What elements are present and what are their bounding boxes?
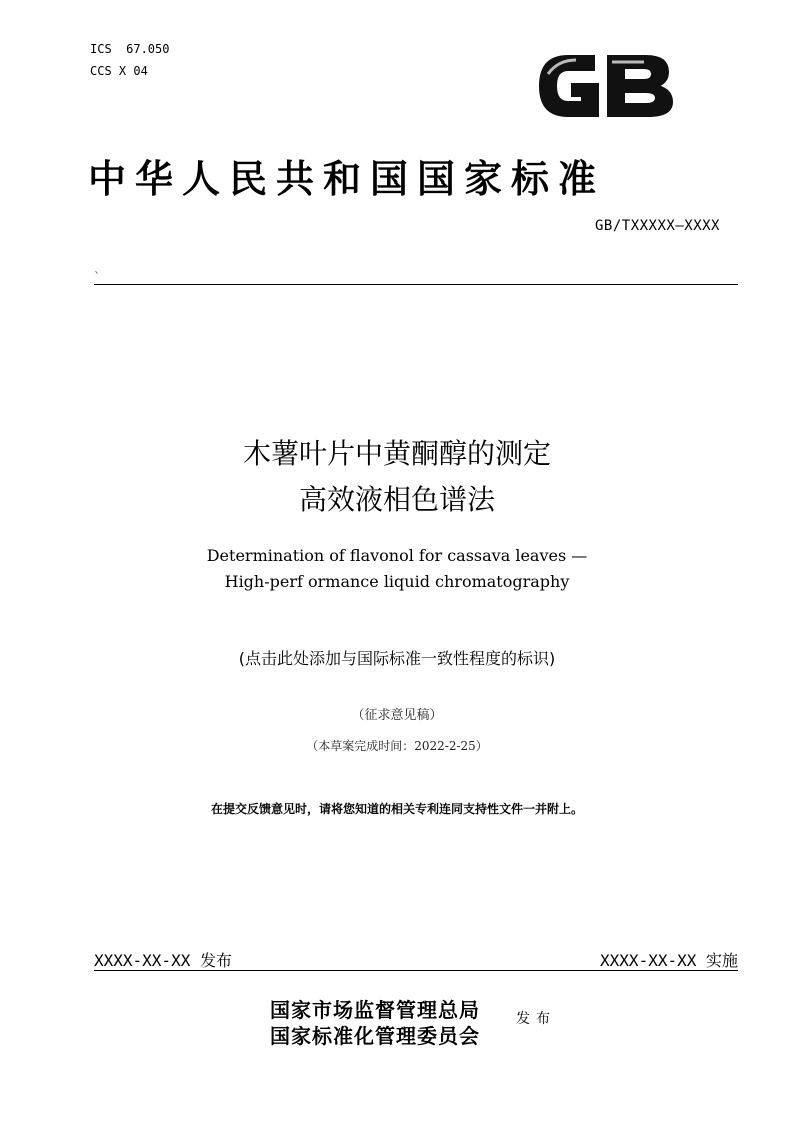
issuer-samr: 国家市场监督管理总局 xyxy=(270,998,480,1022)
issuer-block xyxy=(270,994,570,1050)
issuer-sac: 国家标准化管理委员会 xyxy=(270,1024,480,1048)
publish-date: XXXX-XX-XX 发布 xyxy=(94,951,232,970)
chinese-title-line2: 高效液相色谱法 xyxy=(298,483,495,516)
draft-status: （征求意见稿） xyxy=(351,708,443,723)
issue-label: 发布 xyxy=(516,1011,556,1027)
top-divider xyxy=(94,284,738,285)
patent-notice: 在提交反馈意见时，请将您知道的相关专利连同支持性文件一并附上。 xyxy=(210,802,583,816)
standard-number: GB/TXXXXX—XXXX xyxy=(594,218,720,234)
english-title-line2: High-perf ormance liquid chromatography xyxy=(224,572,570,591)
consistency-placeholder[interactable]: (点击此处添加与国际标准一致性程度的标识) xyxy=(238,649,556,668)
stray-mark: ` xyxy=(94,270,100,284)
completion-date-note: （本草案完成时间：2022-2-25） xyxy=(306,739,488,753)
national-standard-title: 中华人民共和国国家标准 xyxy=(88,156,606,201)
logo-b-shape xyxy=(608,56,672,116)
chinese-title-line1: 木薯叶片中黄酮醇的测定 xyxy=(242,437,551,470)
ccs-code: CCS X 04 xyxy=(90,64,148,78)
classification-codes xyxy=(90,38,169,82)
gb-logo xyxy=(528,44,680,128)
ics-code: ICS 67.050 xyxy=(90,42,170,56)
bottom-divider xyxy=(94,970,738,971)
logo-g-shape xyxy=(540,56,598,116)
english-title-line1: Determination of flavonol for cassava leaves — xyxy=(206,546,588,565)
logo-text: GB xyxy=(528,44,530,45)
implement-date: XXXX-XX-XX 实施 xyxy=(600,951,738,970)
